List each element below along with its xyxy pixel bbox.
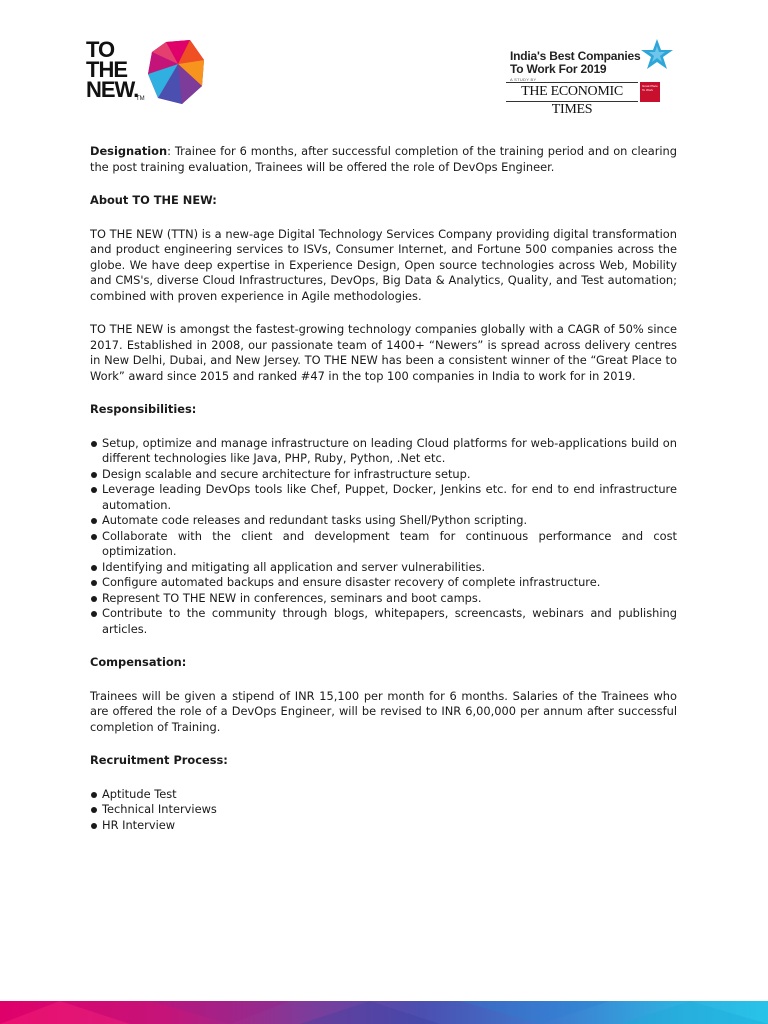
footer-pattern <box>0 1001 768 1024</box>
badge-year: 2019 <box>580 62 607 76</box>
designation-paragraph <box>90 144 677 175</box>
logo-gem-icon <box>146 38 206 106</box>
list-item: Setup, optimize and manage infrastructure on leading Cloud platforms for web-applications build on different technologies like Java, PHP, Ruby, Python, .Net etc. <box>90 436 677 467</box>
list-item: Automate code releases and redundant tasks using Shell/Python scripting. <box>90 513 677 529</box>
designation-label: Designation <box>90 144 168 158</box>
logo-line-3: NEW. <box>86 77 139 102</box>
badge-line-2-prefix: To Work For <box>510 62 581 76</box>
badge-red-tag: Great Place To Work <box>640 82 660 102</box>
award-badge <box>500 38 680 117</box>
about-heading: About TO THE NEW: <box>90 193 217 207</box>
list-item: Design scalable and secure architecture for infrastructure setup. <box>90 467 677 483</box>
list-item: Collaborate with the client and development team for continuous performance and cost optimization. <box>90 529 677 560</box>
list-item: Technical Interviews <box>90 802 677 818</box>
recruitment-list <box>90 787 677 834</box>
badge-line-2 <box>510 63 641 76</box>
logo-trademark: TM <box>136 96 145 102</box>
list-item: Contribute to the community through blogs, whitepapers, screencasts, webinars and publishing articles. <box>90 606 677 637</box>
document-body <box>90 144 677 833</box>
logo-line-2: THE <box>86 57 127 82</box>
recruitment-heading: Recruitment Process: <box>90 753 228 767</box>
list-item: HR Interview <box>90 818 677 834</box>
list-item: Configure automated backups and ensure disaster recovery of complete infrastructure. <box>90 575 677 591</box>
list-item: Represent TO THE NEW in conferences, seminars and boot camps. <box>90 591 677 607</box>
responsibilities-list <box>90 436 677 638</box>
list-item: Aptitude Test <box>90 787 677 803</box>
badge-title <box>510 50 641 76</box>
about-paragraph-1: TO THE NEW (TTN) is a new-age Digital Technology Services Company providing digital transformation and product engineering services to ISVs, Consumer Internet, and Fortune 500 companies across the globe. We have deep expertise in Experience Design, Open source technologies across Web, Mobility and CMS's, diverse Cloud Infrastructures, DevOps, Big Data & Analytics, Quality, and Test automation; combined with proven experience in Agile methodologies. <box>90 226 677 303</box>
compensation-paragraph: Trainees will be given a stipend of INR 15,100 per month for 6 months. Salaries of the Trainees who are offered the role of a DevOps Engineer, will be revised to INR 6,00,000 per annum after successful completion of Training. <box>90 688 677 734</box>
badge-line-1: India's Best Companies <box>510 49 641 63</box>
responsibilities-heading: Responsibilities: <box>90 402 197 416</box>
logo-line-1: TO <box>86 37 115 62</box>
list-item: Identifying and mitigating all application and server vulnerabilities. <box>90 560 677 576</box>
company-logo <box>86 37 206 106</box>
designation-text: : Trainee for 6 months, after successful completion of the training period and on clearing the post training evaluation, Trainees will be offered the role of DevOps Engineer. <box>90 144 677 174</box>
logo-wordmark <box>86 37 139 102</box>
compensation-heading: Compensation: <box>90 655 187 669</box>
badge-sub: A STUDY BY <box>510 77 537 82</box>
badge-publisher: THE ECONOMIC TIMES <box>506 82 638 102</box>
list-item: Leverage leading DevOps tools like Chef, Puppet, Docker, Jenkins etc. for end to end infrastructure automation. <box>90 482 677 513</box>
star-icon <box>640 38 674 72</box>
footer-band <box>0 1001 768 1024</box>
about-paragraph-2: TO THE NEW is amongst the fastest-growing technology companies globally with a CAGR of 50% since 2017. Established in 2008, our passionate team of 1400+ “Newers” is spread across delivery centres in New Delhi, Dubai, and New Jersey. TO THE NEW has been a consistent winner of the “Great Place to Work” award since 2015 and ranked #47 in the top 100 companies in India to work for in 2019. <box>90 322 677 383</box>
